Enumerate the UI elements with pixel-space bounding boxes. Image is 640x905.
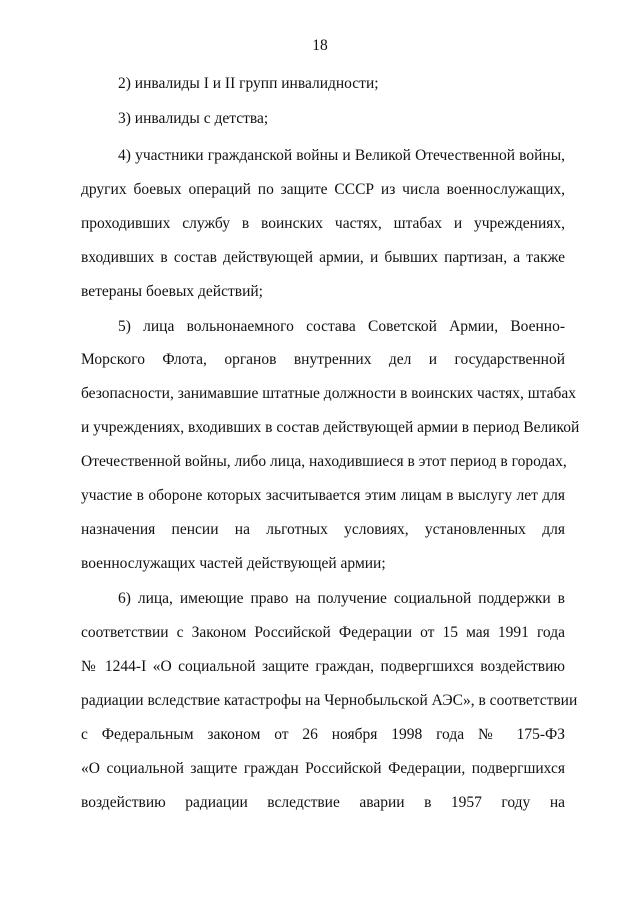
text-line: № 1244-I «О социальной защите граждан, подвергшихся воздействию — [81, 658, 565, 675]
text-line: 3) инвалиды с детства; — [118, 110, 269, 127]
text-line: проходивших службу в воинских частях, штабах и учреждениях, — [81, 215, 565, 232]
text-line: ветераны боевых действий; — [81, 283, 263, 300]
text-line: 6) лица, имеющие право на получение социальной поддержки в — [118, 590, 565, 607]
text-line: назначения пенсии на льготных условиях, установленных для — [81, 521, 565, 538]
text-line: с Федеральным законом от 26 ноября 1998 года № 175-ФЗ — [81, 726, 565, 743]
text-line: других боевых операций по защите СССР из числа военнослужащих, — [81, 181, 565, 198]
text-line: входивших в состав действующей армии, и бывших партизан, а также — [81, 249, 565, 266]
text-line: безопасности, занимавшие штатные должности в воинских частях, штабах — [81, 385, 577, 402]
text-line: 4) участники гражданской войны и Великой Отечественной войны, — [118, 147, 565, 164]
text-line: радиации вследствие катастрофы на Чернобыльской АЭС», в соответствии — [81, 692, 578, 709]
text-line: военнослужащих частей действующей армии; — [81, 555, 386, 572]
text-line: воздействию радиации вследствие аварии в 1957 году на — [81, 794, 565, 811]
text-line: и учреждениях, входивших в состав действующей армии в период Великой — [81, 419, 580, 436]
text-line: «О социальной защите граждан Российской Федерации, подвергшихся — [81, 760, 565, 777]
text-line: участие в обороне которых засчитывается этим лицам в выслугу лет для — [81, 487, 565, 504]
text-line: 2) инвалиды I и II групп инвалидности; — [118, 75, 379, 92]
text-line: 5) лица вольнонаемного состава Советской Армии, Военно- — [118, 318, 565, 335]
text-line: соответствии с Законом Российской Федерации от 15 мая 1991 года — [81, 624, 565, 641]
text-line: Отечественной войны, либо лица, находившиеся в этот период в городах, — [81, 453, 567, 470]
text-line: Морского Флота, органов внутренних дел и государственной — [81, 351, 565, 368]
page-number: 18 — [312, 37, 328, 54]
